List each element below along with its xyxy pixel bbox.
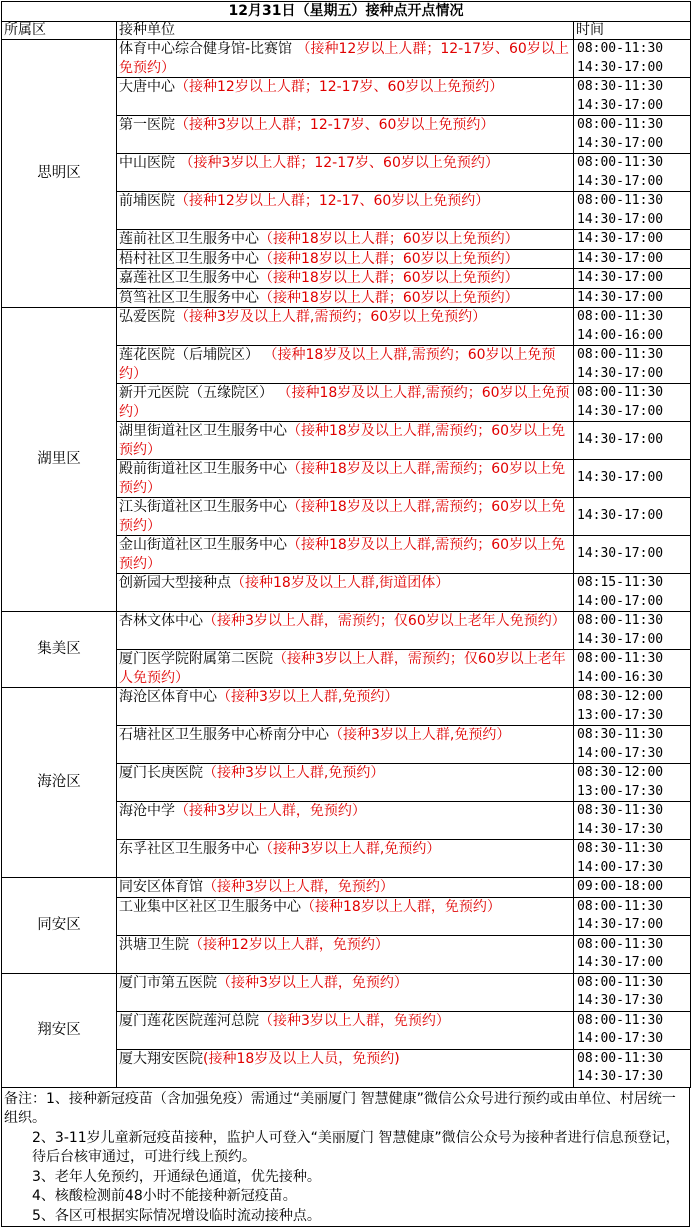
unit-note: （接种3岁以上人群，免预约） (217, 974, 408, 991)
unit-note: （接种3岁以上人群,免预约） (217, 689, 399, 705)
unit-name: 嘉莲社区卫生服务中心 (119, 270, 259, 286)
unit-name: 筼筜社区卫生服务中心 (119, 289, 259, 306)
time-slot: 14:30-17:30 (577, 993, 664, 1008)
time-cell (574, 897, 691, 935)
time-cell (574, 726, 691, 764)
unit-name: 莲花医院（后埔院区） (119, 347, 259, 363)
unit-name: 梧村社区卫生服务中心 (119, 250, 259, 267)
time-slot: 14:30-17:00 (577, 546, 664, 562)
unit-note: （接种3岁以上人群，免预约） (259, 1012, 450, 1029)
unit-name: 殿前街道社区卫生服务中心 (119, 461, 287, 477)
time-slot: 08:00-11:30 (577, 1012, 664, 1028)
time-slot: 14:00-16:30 (577, 669, 664, 685)
unit-cell (117, 230, 574, 250)
unit-note: （接种3岁以上人群，需预约；仅60岁以上老年人免预约） (203, 613, 566, 629)
unit-cell (117, 935, 574, 973)
time-slot: 08:00-11:30 (577, 309, 664, 324)
header-row (2, 22, 691, 40)
time-slot: 14:30-17:00 (577, 917, 664, 932)
unit-note: （接种3岁以上人群，免预约） (175, 803, 366, 819)
unit-name: 厦门莲花医院莲河总院 (119, 1012, 259, 1029)
unit-cell (117, 536, 574, 574)
unit-note: （接种18岁及以上人群,街道团体） (231, 575, 450, 591)
table-row (2, 878, 691, 898)
time-slot: 14:30-17:00 (577, 97, 664, 113)
unit-cell (117, 1011, 574, 1049)
unit-cell (117, 40, 574, 78)
unit-note: （接种18岁及以上人群,需预约；60岁以上免预约） (119, 461, 566, 496)
time-cell (574, 460, 691, 498)
time-cell (574, 574, 691, 612)
time-slot: 14:30-17:00 (577, 135, 664, 151)
time-cell (574, 1011, 691, 1049)
unit-name: 中山医院 (119, 155, 175, 171)
unit-name: 新开元医院（五缘院区） (119, 385, 273, 401)
remark-line: 2、3-11岁儿童新冠疫苗接种，监护人可登入“美丽厦门 智慧健康”微信公众号为接种者进行信息预登记，待后台核审通过，可进行线上预约。 (32, 1129, 680, 1165)
unit-cell (117, 973, 574, 1011)
time-slot: 14:30-17:00 (577, 173, 664, 189)
time-slot: 08:00-11:30 (577, 117, 664, 132)
table-row (2, 973, 691, 1011)
time-cell (574, 1049, 691, 1087)
table-row (2, 688, 691, 726)
time-slot: 14:30-17:00 (577, 270, 664, 285)
unit-note: （接种3岁以上人群，需预约；仅60岁以上老年人免预约） (119, 651, 566, 686)
unit-name: 金山街道社区卫生服务中心 (119, 537, 287, 553)
time-slot: 13:00-17:30 (577, 707, 664, 723)
time-cell (574, 230, 691, 250)
unit-name: 第一医院 (119, 117, 175, 133)
unit-name: 石塘社区卫生服务中心桥南分中心 (119, 727, 329, 743)
remark-line: 3、老年人免预约，开通绿色通道，优先接种。 (32, 1168, 321, 1185)
unit-cell (117, 249, 574, 269)
time-slot: 14:00-16:00 (577, 327, 664, 343)
time-slot: 14:30-17:00 (577, 432, 664, 448)
unit-name: 大唐中心 (119, 79, 175, 95)
unit-note: （接种18岁及以上人群,需预约；60岁以上免预约） (119, 537, 566, 572)
time-slot: 14:00-17:00 (577, 593, 664, 609)
unit-name: 厦门长庚医院 (119, 765, 203, 781)
time-cell (574, 422, 691, 460)
unit-cell (117, 688, 574, 726)
unit-cell (117, 192, 574, 230)
unit-cell (117, 78, 574, 116)
unit-cell (117, 308, 574, 346)
time-cell (574, 973, 691, 1011)
unit-cell (117, 878, 574, 898)
time-slot: 14:30-17:00 (577, 231, 664, 246)
unit-name: 杏林文体中心 (119, 613, 203, 629)
unit-cell (117, 650, 574, 688)
district-cell: 集美区 (2, 612, 117, 688)
district-cell: 海沧区 (2, 688, 117, 878)
unit-note: （接种3岁以上人群,免预约） (259, 841, 441, 857)
time-slot: 09:00-18:00 (577, 879, 664, 894)
unit-cell (117, 288, 574, 308)
unit-name: 厦门市第五医院 (119, 974, 217, 991)
unit-name: 东孚社区卫生服务中心 (119, 841, 259, 857)
time-slot: 08:00-11:30 (577, 1050, 664, 1066)
time-slot: 14:30-17:00 (577, 508, 664, 524)
unit-name: 体育中心综合健身馆-比赛馆 (119, 41, 293, 57)
remark-line: 4、核酸检测前48小时不能接种新冠疫苗。 (32, 1188, 297, 1204)
unit-cell (117, 422, 574, 460)
time-cell (574, 536, 691, 574)
time-slot: 14:30-17:00 (577, 289, 664, 305)
unit-name: 前埔医院 (119, 193, 175, 209)
unit-name: 海沧中学 (119, 803, 175, 819)
time-slot: 08:00-11:30 (577, 193, 664, 208)
time-cell (574, 269, 691, 289)
unit-name: 江头街道社区卫生服务中心 (119, 499, 287, 515)
time-slot: 14:30-17:00 (577, 250, 664, 266)
time-cell (574, 802, 691, 840)
time-cell (574, 384, 691, 422)
time-slot: 14:30-17:00 (577, 955, 664, 970)
district-cell: 湖里区 (2, 308, 117, 612)
time-slot: 14:00-17:30 (577, 745, 664, 761)
remark-line: 5、各区可根据实际情况增设临时流动接种点。 (32, 1207, 321, 1224)
time-cell (574, 498, 691, 536)
time-slot: 08:00-11:30 (577, 651, 664, 666)
time-slot: 14:00-17:30 (577, 859, 664, 875)
time-slot: 14:30-17:00 (577, 365, 664, 381)
time-slot: 08:00-11:30 (577, 613, 664, 628)
unit-note: （接种12岁以上人群，免预约） (189, 936, 389, 953)
unit-cell (117, 897, 574, 935)
schedule-sheet (1, 1, 690, 1227)
unit-note: （接种18岁以上人群；60岁以上免预约） (259, 270, 519, 286)
table-row (2, 308, 691, 346)
unit-note: （接种3岁以上人群，免预约） (203, 879, 394, 895)
unit-name: 莲前社区卫生服务中心 (119, 231, 259, 247)
time-slot: 08:30-11:30 (577, 803, 664, 818)
unit-name: 厦大翔安医院 (119, 1050, 203, 1067)
time-slot: 13:00-17:30 (577, 783, 664, 799)
time-slot: 08:15-11:30 (577, 575, 664, 590)
time-slot: 14:30-17:00 (577, 211, 664, 227)
time-slot: 08:00-11:30 (577, 385, 664, 400)
unit-note: （接种12岁以上人群；12-17、60岁以上免预约） (175, 193, 490, 209)
time-slot: 14:30-17:30 (577, 821, 664, 837)
unit-note: （接种3岁以上人群；12-17岁、60岁以上免预约） (175, 117, 495, 133)
unit-cell (117, 802, 574, 840)
unit-note: （接种3岁以上人群,免预约） (329, 727, 511, 743)
table-row (2, 612, 691, 650)
unit-cell (117, 384, 574, 422)
time-cell (574, 192, 691, 230)
time-cell (574, 308, 691, 346)
unit-cell (117, 154, 574, 192)
time-slot: 08:30-11:30 (577, 841, 664, 856)
unit-note: （接种3岁以上人群；12-17岁、60岁以上免预约） (175, 155, 499, 171)
unit-cell (117, 269, 574, 289)
time-cell (574, 688, 691, 726)
time-cell (574, 935, 691, 973)
unit-cell (117, 346, 574, 384)
district-cell: 翔安区 (2, 973, 117, 1087)
unit-name: 弘爱医院 (119, 309, 175, 325)
unit-note: （接种18岁以上人群；60岁以上免预约） (259, 250, 519, 267)
unit-name: 创新园大型接种点 (119, 575, 231, 591)
time-slot: 08:00-11:30 (577, 974, 664, 990)
remarks-block (1, 1088, 690, 1227)
unit-cell (117, 460, 574, 498)
unit-cell (117, 612, 574, 650)
district-cell: 思明区 (2, 40, 117, 308)
time-cell (574, 154, 691, 192)
unit-cell (117, 840, 574, 878)
time-slot: 08:00-11:30 (577, 898, 664, 914)
unit-name: 工业集中区社区卫生服务中心 (119, 898, 301, 915)
unit-note: （接种18岁及以上人群,需预约；60岁以上免预约） (119, 499, 566, 534)
unit-note: （接种18岁及以上人群,需预约；60岁以上免预约） (119, 385, 570, 420)
time-cell (574, 249, 691, 269)
unit-note: （接种12岁以上人群；12-17岁、60岁以上免预约） (175, 79, 504, 95)
time-slot: 08:00-11:30 (577, 155, 664, 170)
unit-note: （接种12岁以上人群；12-17岁、60岁以上免预约） (119, 41, 569, 76)
unit-cell (117, 498, 574, 536)
unit-name: 湖里街道社区卫生服务中心 (119, 423, 287, 439)
time-cell (574, 612, 691, 650)
time-cell (574, 840, 691, 878)
unit-cell (117, 574, 574, 612)
header-time: 时间 (574, 22, 691, 40)
time-slot: 14:30-17:00 (577, 470, 664, 486)
time-cell (574, 40, 691, 78)
time-slot: 08:30-12:00 (577, 689, 664, 704)
unit-note: (接种18岁及以上人员，免预约) (203, 1050, 400, 1067)
time-cell (574, 764, 691, 802)
time-slot: 14:30-17:00 (577, 59, 664, 75)
schedule-table (1, 1, 691, 1088)
time-cell (574, 116, 691, 154)
time-slot: 08:00-11:30 (577, 936, 664, 952)
time-cell (574, 288, 691, 308)
time-cell (574, 878, 691, 898)
unit-note: （接种3岁及以上人群,需预约；60岁以上免预约） (175, 309, 487, 325)
unit-cell (117, 764, 574, 802)
time-slot: 14:30-17:30 (577, 1069, 664, 1084)
district-cell: 同安区 (2, 878, 117, 974)
unit-note: （接种3岁以上人群,免预约） (203, 765, 385, 781)
unit-cell (117, 726, 574, 764)
page-title: 12月31日（星期五）接种点开点情况 (2, 2, 691, 22)
unit-note: （接种18岁以上人群；60岁以上免预约） (259, 289, 519, 306)
unit-note: （接种18岁以上人群，免预约） (301, 898, 501, 915)
unit-note: （接种18岁及以上人群,需预约；60岁以上免预约） (119, 347, 556, 382)
unit-name: 海沧区体育中心 (119, 689, 217, 705)
unit-name: 厦门医学院附属第二医院 (119, 651, 273, 667)
unit-note: （接种18岁以上人群；60岁以上免预约） (259, 231, 519, 247)
time-slot: 08:30-11:30 (577, 79, 664, 94)
header-unit: 接种单位 (117, 22, 574, 40)
time-cell (574, 346, 691, 384)
time-slot: 08:30-12:00 (577, 765, 664, 780)
unit-cell (117, 1049, 574, 1087)
time-slot: 08:30-11:30 (577, 727, 664, 742)
time-cell (574, 650, 691, 688)
time-slot: 08:00-11:30 (577, 347, 664, 362)
time-slot: 14:30-17:00 (577, 631, 664, 647)
unit-name: 同安区体育馆 (119, 879, 203, 895)
unit-note: （接种18岁及以上人群,需预约；60岁以上免预约） (119, 423, 566, 458)
header-district: 所属区 (2, 22, 117, 40)
unit-name: 洪塘卫生院 (119, 936, 189, 953)
remark-line: 备注：1、接种新冠疫苗（含加强免疫）需通过“美丽厦门 智慧健康”微信公众号进行预约或由单位、村居统一组织。 (4, 1090, 676, 1126)
table-row (2, 40, 691, 78)
title-row (2, 2, 691, 22)
time-slot: 14:30-17:00 (577, 403, 664, 419)
unit-cell (117, 116, 574, 154)
time-slot: 14:00-17:30 (577, 1031, 664, 1046)
time-cell (574, 78, 691, 116)
time-slot: 08:00-11:30 (577, 41, 664, 56)
